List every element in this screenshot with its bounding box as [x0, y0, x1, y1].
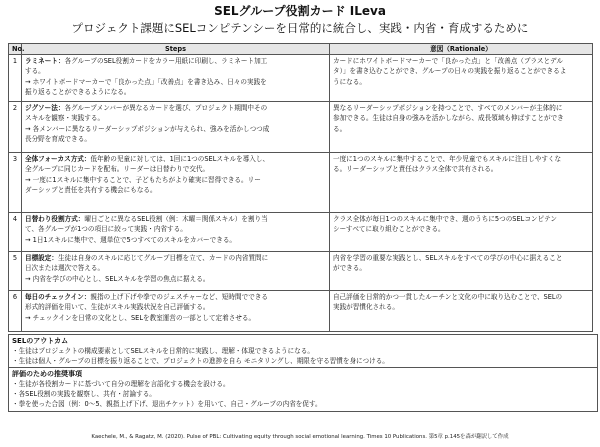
- row-number: 2: [9, 102, 22, 153]
- rationale-line: クラス全体が毎日1つのスキルに集中でき、週のうちに5つのSELコンピテン: [333, 215, 557, 224]
- table-row: [9, 55, 593, 102]
- step-line: [25, 124, 326, 134]
- rationale-line: うになる。: [333, 77, 366, 86]
- step-line: [25, 113, 326, 123]
- rationale-line: 内省を学習の重要な実践とし、SELスキルをすべての学びの中心に据えること: [333, 254, 563, 263]
- step-text: 曜日ごとに異なるSEL役割（例：木曜＝関係スキル）を割り当: [84, 215, 268, 224]
- step-text: → 内省を学びの中心とし、SELスキルを学習の焦点に据える。: [25, 274, 210, 283]
- step-text: 振り返ることができるようになる。: [25, 87, 131, 96]
- rationale-cell: [330, 153, 593, 213]
- step-text: 形式的評価を用いて、生徒がスキル実践状況を自己評価する。: [25, 303, 210, 312]
- step-cell: [22, 291, 330, 332]
- rationale-line: る。: [333, 124, 347, 133]
- page-title: SELグループ役割カード ILeva: [214, 4, 386, 18]
- step-line: [25, 224, 326, 234]
- step-label: 目標設定：: [25, 254, 58, 263]
- step-cell: [22, 252, 330, 291]
- outcome-item: ・生徒はプロジェクトの構成要素としてSELスキルを日常的に実践し、理解・体現できるようになる。: [12, 347, 314, 355]
- step-text: 日次または週次で答える。: [25, 264, 105, 273]
- step-line: [25, 313, 326, 323]
- citation: Kaechele, M., & Ragatz, M. (2020). Pulse of PBL: Cultivating equity through social emotional learning. Times 10 Publications. 第5章 p.145を森が翻訳して作成: [91, 434, 509, 440]
- table-row: [9, 153, 593, 213]
- step-line: [25, 235, 326, 245]
- rationale-line: タ）」を書き込むことができ、グループの日々の実践を振り返ることができるよ: [333, 67, 567, 76]
- step-line: [25, 302, 326, 312]
- step-line: [25, 274, 326, 284]
- step-cell: [22, 213, 330, 252]
- page-subtitle: プロジェクト課題にSELコンピテンシーを日常的に統合し、実践・内省・育成するために: [71, 21, 529, 35]
- rationale-cell: [330, 252, 593, 291]
- rationale-cell: [330, 102, 593, 153]
- table-header-row: [9, 44, 593, 55]
- step-text: 低年齢の児童に対しては、1回に1つのSELスキルを導入し、: [90, 155, 270, 164]
- rationale-line: 異なるリーダーシップポジションを持つことで、すべてのメンバーが主体的に: [333, 104, 563, 113]
- step-text: 各グループのSEL役割カードをカラー用紙に印刷し、ラミネート加工: [64, 57, 268, 66]
- step-text: 長分野を育成できる。: [25, 134, 91, 143]
- step-line: [25, 263, 326, 273]
- step-label: 日替わり役割方式：: [25, 215, 85, 224]
- step-line: [25, 66, 326, 76]
- table-row: [9, 102, 593, 153]
- step-label: 毎日のチェックイン：: [25, 293, 91, 302]
- step-text: 親指の上げ下げや拳でのジェスチャーなど、短時間でできる: [90, 293, 268, 302]
- steps-table: [8, 43, 593, 332]
- step-text: → 各メンバーに異なるリーダーシップポジションが与えられ、強みを活かしつつ成: [25, 124, 270, 133]
- step-line: [25, 214, 326, 224]
- row-number: 6: [9, 291, 22, 332]
- table-row: [9, 291, 593, 332]
- rationale-line: 参加できる。生徒は自身の強みを活かしながら、成長領域も伸ばすことができ: [333, 114, 564, 123]
- evaluation-item: ・生徒が各役割カードに基づいて自分の理解を言語化する機会を設ける。: [12, 380, 230, 388]
- step-label: ラミネート：: [25, 57, 65, 66]
- row-number: 3: [9, 153, 22, 213]
- step-text: → ホワイトボードマーカーで「良かった点」「改善点」を書き込み、日々の実践を: [25, 77, 267, 86]
- rationale-line: ができる。: [333, 264, 366, 273]
- step-line: [25, 77, 326, 87]
- step-text: 全グループに同じカードを配布。リーダーは日替わりで交代。: [25, 165, 210, 174]
- outcomes-section: [8, 334, 598, 368]
- step-cell: [22, 102, 330, 153]
- rationale-line: シーすべてに取り組むことができる。: [333, 225, 445, 234]
- rationale-line: 自己評価を日常的かつ一貫したルーチンと文化の中に取り込むことで、SELの: [333, 293, 563, 302]
- row-number: 5: [9, 252, 22, 291]
- step-text: → 1日1スキルに集中で、週単位で5つすべてのスキルをカバーできる。: [25, 235, 237, 244]
- outcome-item: ・生徒は個人・グループの目標を振り返ることで、プロジェクトの進捗を自ら モニタリングし、期限を守る習慣を身につける。: [12, 357, 389, 366]
- evaluation-title: 評価のための推奨事項: [12, 370, 82, 378]
- row-number: 4: [9, 213, 22, 252]
- table-row: [9, 213, 593, 252]
- rationale-line: る。リーダーシップと責任はクラス全体で共有される。: [333, 165, 498, 174]
- step-line: [25, 134, 326, 144]
- steps-column-header: Steps: [22, 44, 330, 55]
- rationale-cell: [330, 55, 593, 102]
- step-line: [25, 87, 326, 97]
- step-line: [25, 292, 326, 302]
- rationale-cell: [330, 291, 593, 332]
- step-text: → チェックインを日常の文化とし、SELを教室運営の一部として定着させる。: [25, 313, 256, 322]
- step-cell: [22, 55, 330, 102]
- step-line: [25, 56, 326, 66]
- outcomes-title: SELのアウトカム: [12, 337, 69, 345]
- step-line: [25, 103, 326, 113]
- rationale-line: カードにホワイトボードマーカーで「良かった点」と「改善点（プラスとデル: [333, 57, 563, 66]
- step-label: ジグソー法：: [25, 104, 65, 113]
- step-line: [25, 185, 326, 195]
- step-text: する。: [25, 67, 45, 76]
- evaluation-section: [8, 367, 598, 412]
- evaluation-item: ・各SEL役割の実践を観察し、共有・討論する。: [12, 390, 156, 399]
- step-line: [25, 154, 326, 164]
- step-line: [25, 175, 326, 185]
- step-text: ダーシップと責任を共有する機会にもなる。: [25, 185, 157, 194]
- rationale-line: 実践が習慣化される。: [333, 303, 399, 312]
- evaluation-list: [12, 379, 594, 410]
- rationale-column-header: 意図（Rationale）: [330, 44, 593, 55]
- step-text: て、各グループが1つの項目に絞って実践・内省する。: [25, 225, 187, 234]
- step-text: スキルを観察・実践する。: [25, 114, 105, 123]
- rationale-cell: [330, 213, 593, 252]
- table-body: [9, 55, 593, 332]
- row-number: 1: [9, 55, 22, 102]
- no-column-header: No.: [9, 44, 22, 55]
- step-text: 生徒は自身のスキルに応じてグループ目標を立て、カードの内省質問に: [57, 254, 269, 263]
- evaluation-item: ・拳を使った合図（例：0〜5、親指上げ下げ、退出チケット）を用いて、自己・グループの内省を促す。: [12, 400, 322, 409]
- step-cell: [22, 153, 330, 213]
- step-text: → 一度に1スキルに集中することで、子どもたちがより確実に習得できる。リー: [25, 175, 261, 184]
- step-line: [25, 253, 326, 263]
- table-row: [9, 252, 593, 291]
- outcomes-list: [12, 346, 594, 366]
- step-line: [25, 164, 326, 174]
- step-text: 各グループメンバーが異なるカードを選び、プロジェクト期間中その: [64, 104, 268, 113]
- step-label: 全体フォーカス方式：: [25, 155, 91, 164]
- rationale-line: 一度に1つのスキルに集中することで、年少児童でもスキルに注目しやすくな: [333, 155, 562, 164]
